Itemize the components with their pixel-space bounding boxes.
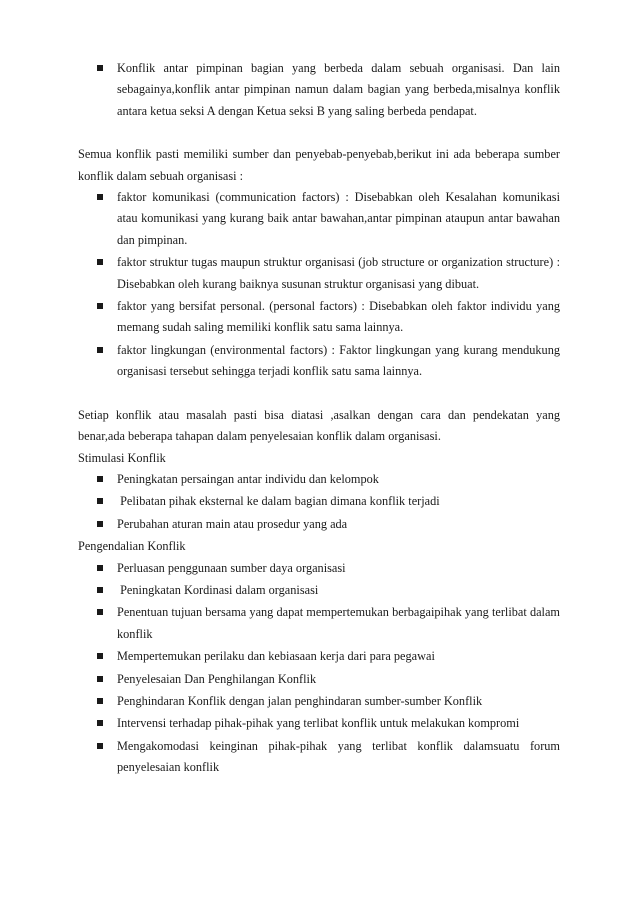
list-item: Peningkatan Kordinasi dalam organisasi [78,580,560,601]
square-bullet-icon [97,676,103,682]
list-item: Penghindaran Konflik dengan jalan penghindaran sumber-sumber Konflik [78,691,560,712]
square-bullet-icon [97,565,103,571]
list-item: Penyelesaian Dan Penghilangan Konflik [78,669,560,690]
list-item: faktor komunikasi (communication factors) : Disebabkan oleh Kesalahan komunikasi atau komunikasi yang kurang baik antar bawahan,antar pimpinan ataupun antar bawahan dan pimpinan. [78,187,560,251]
intro-list [78,58,560,122]
list-item: faktor yang bersifat personal. (personal factors) : Disebabkan oleh faktor individu yang memang sudah saling memiliki konflik satu sama lainnya. [78,296,560,339]
list-item: faktor lingkungan (environmental factors) : Faktor lingkungan yang kurang mendukung organisasi tersebut sehingga terjadi konflik satu sama lainnya. [78,340,560,383]
square-bullet-icon [97,587,103,593]
square-bullet-icon [97,609,103,615]
square-bullet-icon [97,259,103,265]
spacer [78,123,560,144]
square-bullet-icon [97,653,103,659]
sources-intro-paragraph: Semua konflik pasti memiliki sumber dan penyebab-penyebab,berikut ini ada beberapa sumber konflik dalam sebuah organisasi : [78,147,560,183]
list-item: Mengakomodasi keinginan pihak-pihak yang terlibat konflik dalamsuatu forum penyelesaian konflik [78,736,560,779]
resolution-intro-paragraph: Setiap konflik atau masalah pasti bisa diatasi ,asalkan dengan cara dan pendekatan yang benar,ada beberapa tahapan dalam penyelesaian konflik dalam organisasi. [78,407,560,444]
list-item: Peningkatan persaingan antar individu dan kelompok [78,469,560,490]
list-item: Penentuan tujuan bersama yang dapat mempertemukan berbagaipihak yang terlibat dalam konflik [78,602,560,645]
list-item: Mempertemukan perilaku dan kebiasaan kerja dari para pegawai [78,646,560,667]
square-bullet-icon [97,194,103,200]
document-body [78,58,560,780]
square-bullet-icon [97,303,103,309]
square-bullet-icon [97,698,103,704]
list-item: Intervensi terhadap pihak-pihak yang terlibat konflik untuk melakukan kompromi [78,713,560,734]
list-item: Perluasan penggunaan sumber daya organisasi [78,558,560,579]
control-list [78,558,560,779]
square-bullet-icon [97,743,103,749]
list-item: faktor struktur tugas maupun struktur organisasi (job structure or organization structure) : Disebabkan oleh kurang baiknya susunan struktur organisasi yang dibuat. [78,252,560,295]
stimulation-heading: Stimulasi Konflik [78,450,166,465]
list-item: Konflik antar pimpinan bagian yang berbeda dalam sebuah organisasi. Dan lain sebagainya,konflik antar pimpinan namun dalam bagian yang berbeda,misalnya konflik antara ketua seksi A dengan Ketua seksi B yang saling berbeda pendapat. [78,58,560,122]
square-bullet-icon [97,720,103,726]
sources-list [78,187,560,383]
spacer [78,384,560,405]
square-bullet-icon [97,65,103,71]
square-bullet-icon [97,498,103,504]
control-heading: Pengendalian Konflik [78,539,186,554]
list-item: Perubahan aturan main atau prosedur yang ada [78,514,560,535]
stimulation-list [78,469,560,535]
square-bullet-icon [97,347,103,353]
list-item: Pelibatan pihak eksternal ke dalam bagian dimana konflik terjadi [78,491,560,512]
square-bullet-icon [97,521,103,527]
square-bullet-icon [97,476,103,482]
